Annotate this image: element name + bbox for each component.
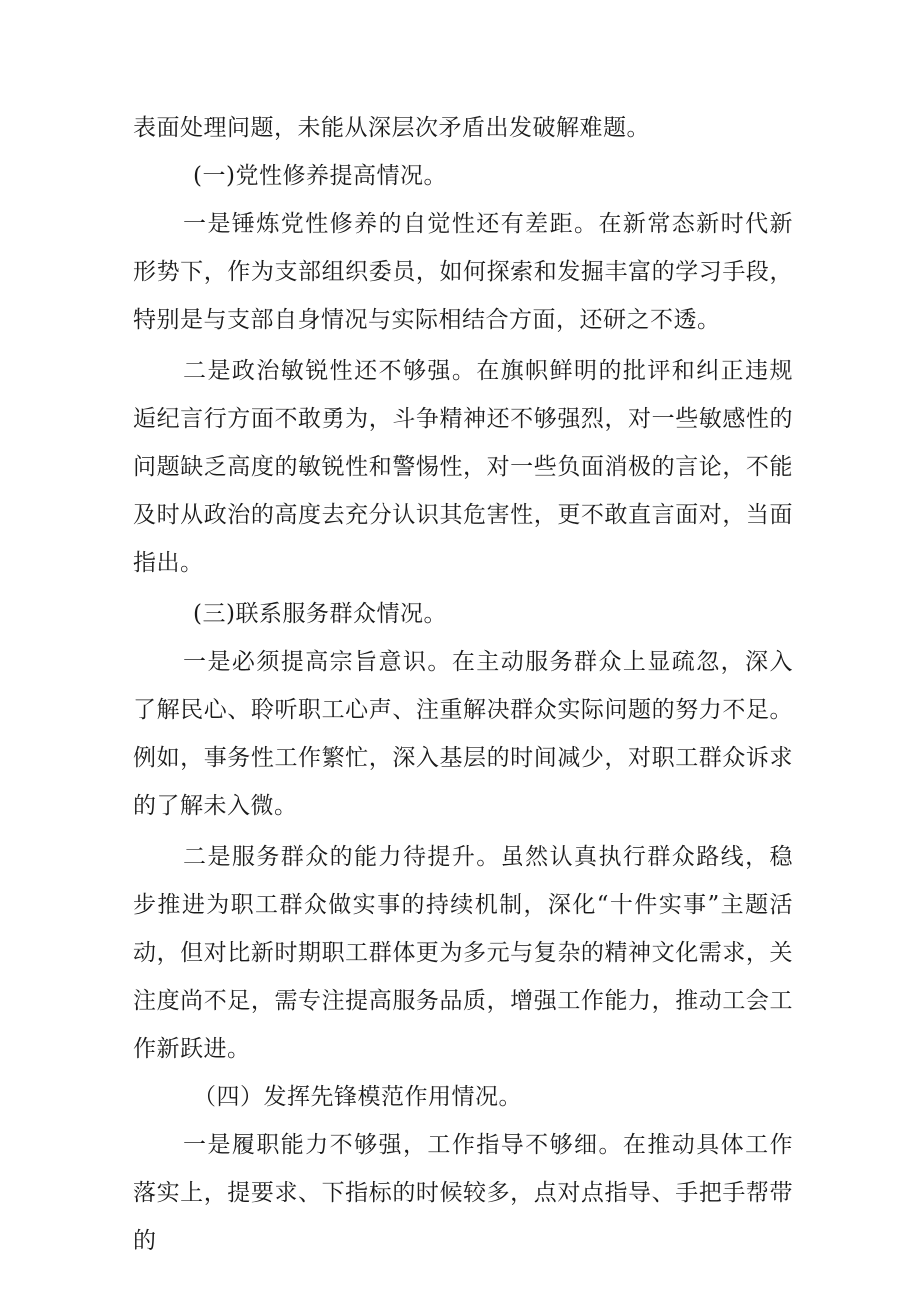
paragraph-party-spirit-1: 一是锤炼党性修养的自觉性还有差距。在新常态新时代新形势下，作为支部组织委员，如何探索和发掘丰富的学习手段，特别是与支部自身情况与实际相结合方面，还研之不透。 xyxy=(133,211,793,333)
section-heading-party-spirit: (一)党性修养提高情况。 xyxy=(193,163,447,189)
paragraph-vanguard-role-1: 一是履职能力不够强，工作指导不够细。在推动具体工作落实上，提要求、下指标的时候较多，点对点指导、手把手帮带的 xyxy=(133,1132,793,1254)
section-heading-serve-masses: (三)联系服务群众情况。 xyxy=(193,601,447,627)
paragraph-serve-masses-2: 二是服务群众的能力待提升。虽然认真执行群众路线，稳步推进为职工群众做实事的持续机制，深化“十件实事”主题活动，但对比新时期职工群体更为多元与复杂的精神文化需求，关注度尚不足，需专注提高服务品质，增强工作能力，推动工会工作新跃进。 xyxy=(133,844,793,1062)
paragraph-continuation: 表面处理问题，未能从深层次矛盾出发破解难题。 xyxy=(133,115,650,141)
document-body xyxy=(133,104,793,1265)
paragraph-party-spirit-2: 二是政治敏锐性还不够强。在旗帜鲜明的批评和纠正违规逅纪言行方面不敢勇为，斗争精神还不够强烈，对一些敏感性的问题缺乏高度的敏锐性和警惕性，对一些负面消极的言论，不能及时从政治的高度去充分认识其危害性，更不敢直言面对，当面指出。 xyxy=(133,358,793,576)
paragraph-serve-masses-1: 一是必须提高宗旨意识。在主动服务群众上显疏忽，深入了解民心、聆听职工心声、注重解决群众实际问题的努力不足。例如，事务性工作繁忙，深入基层的时间减少，对职工群众诉求的了解未入微。 xyxy=(133,649,793,819)
section-heading-vanguard-role: （四）发挥先锋模范作用情况。 xyxy=(193,1084,522,1110)
